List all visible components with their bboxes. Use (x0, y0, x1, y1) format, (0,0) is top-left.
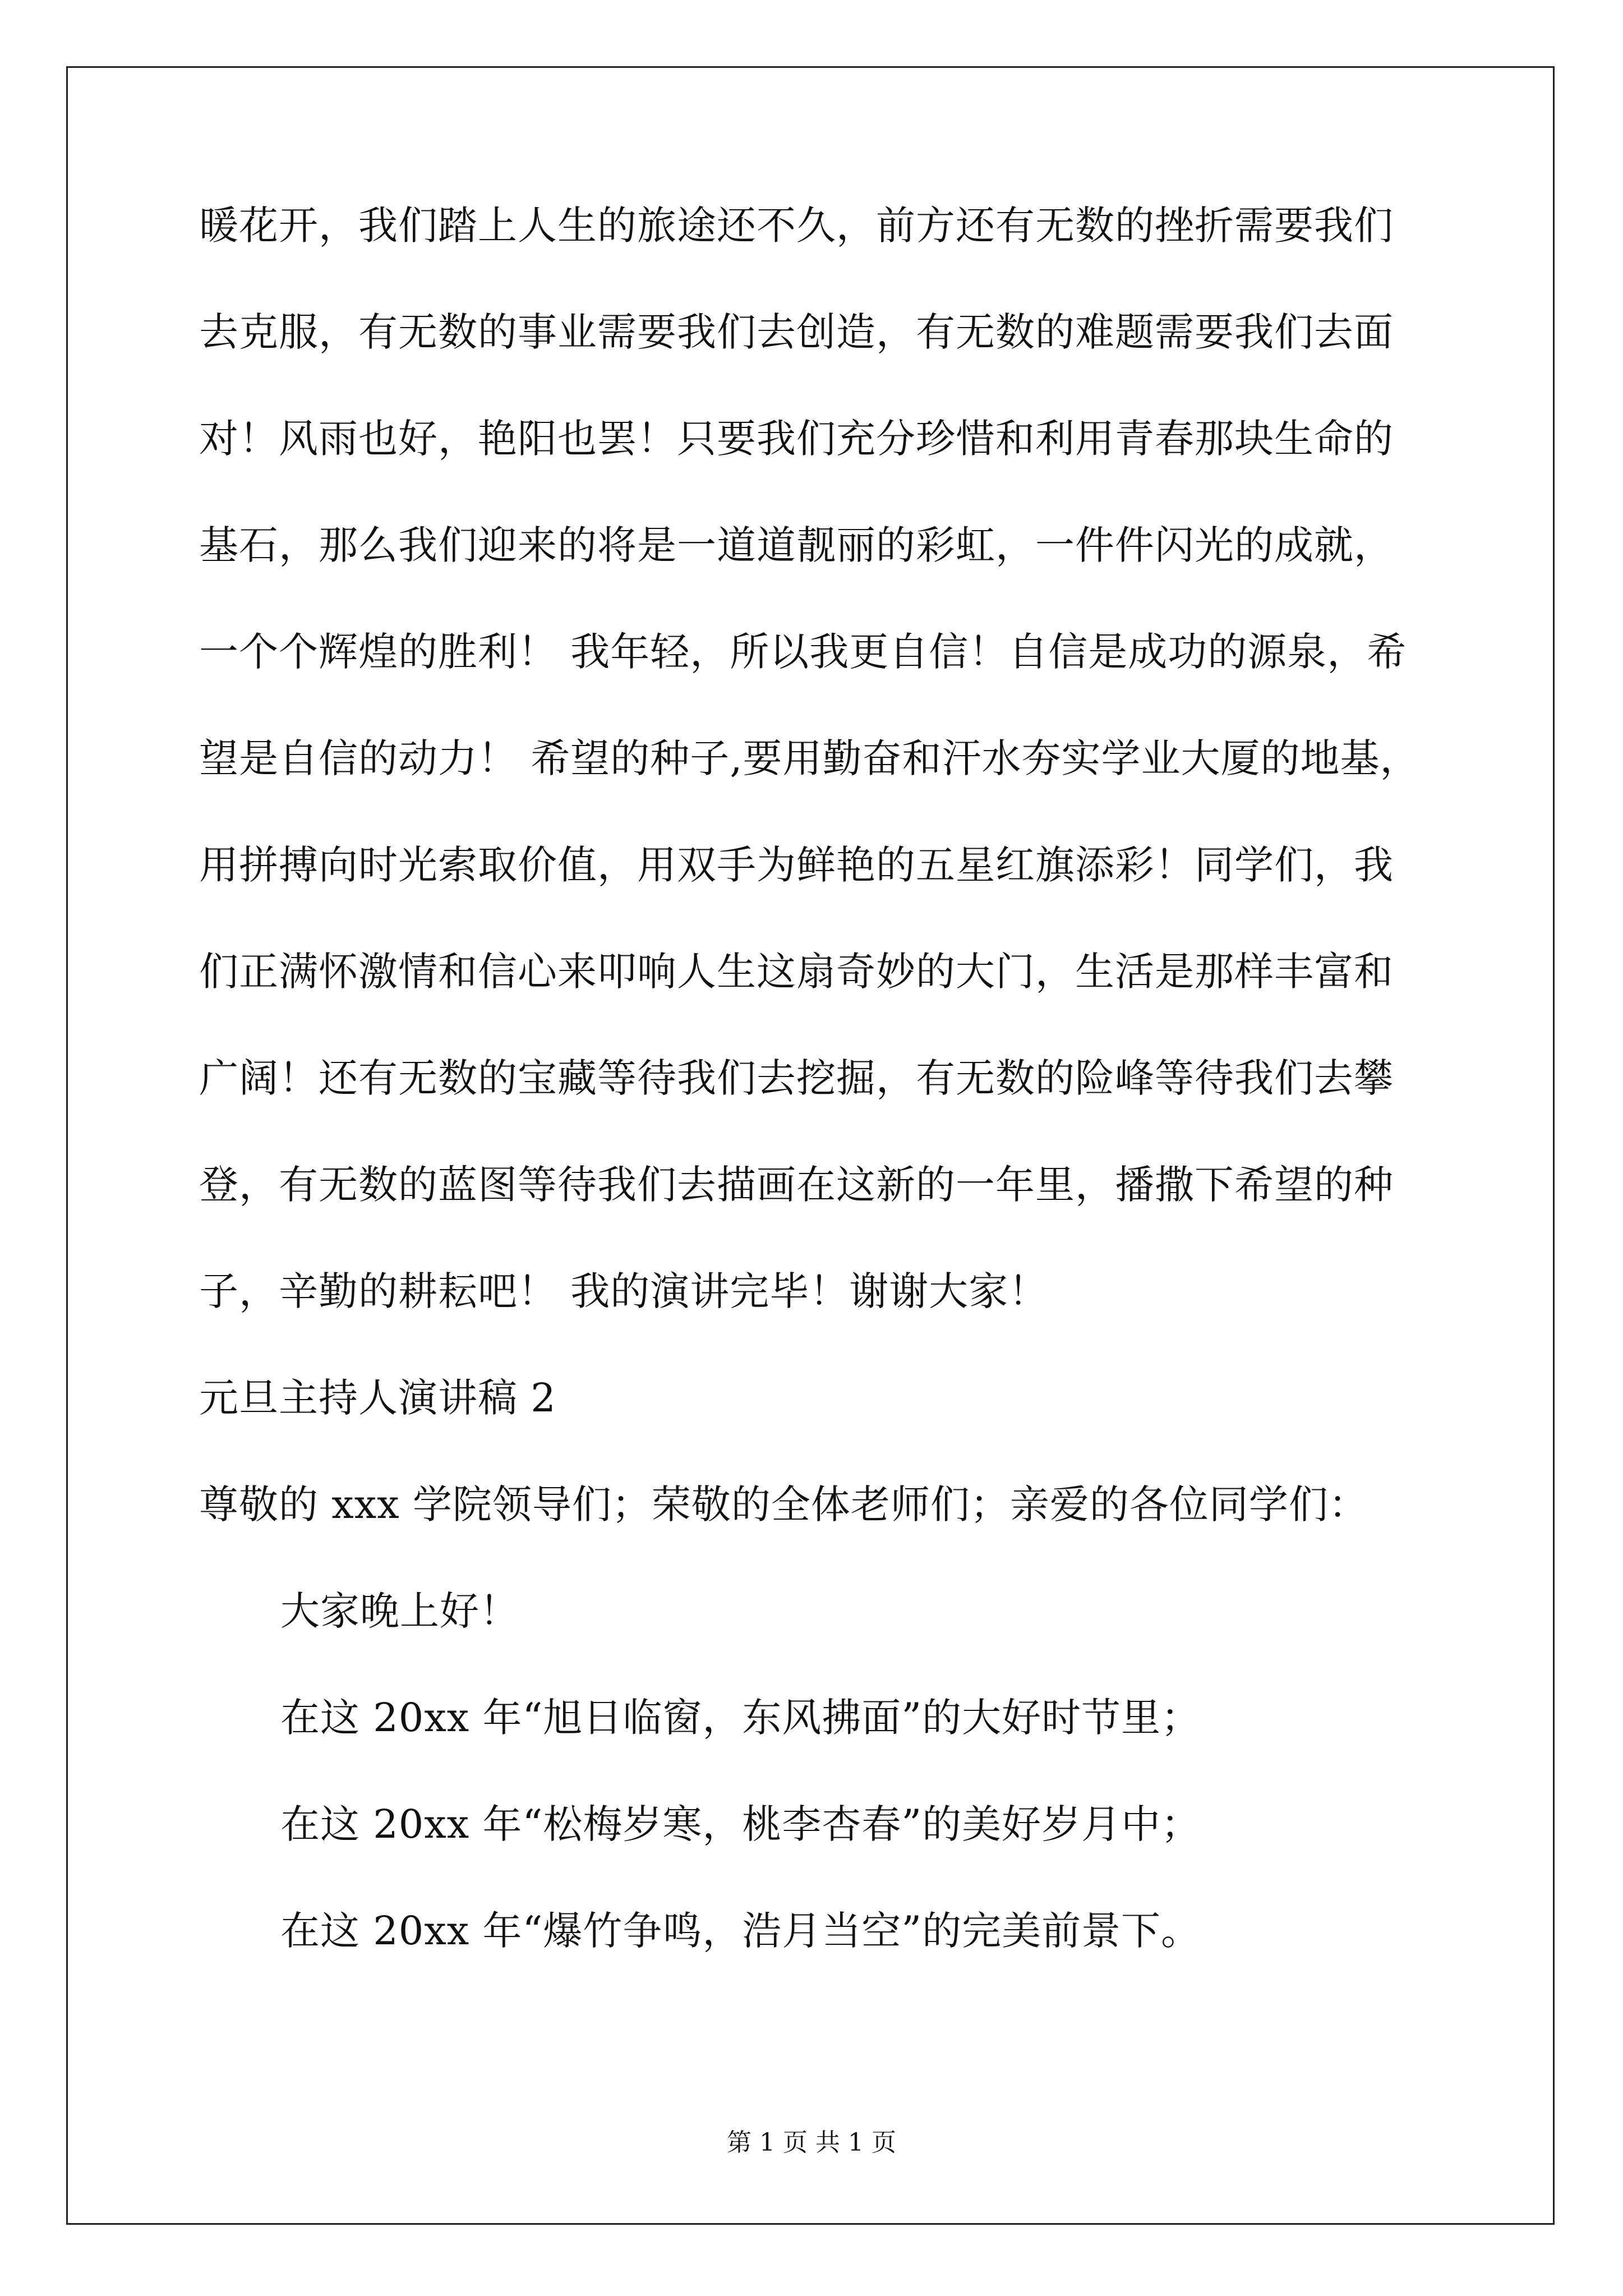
body-line: 用拼搏向时光索取价值，用双手为鲜艳的五星红旗添彩！同学们，我 (199, 842, 1394, 888)
body-line: 一个个辉煌的胜利！ 我年轻，所以我更自信！自信是成功的源泉，希 (199, 629, 1407, 675)
paragraph-2: 在这 20xx 年“松梅岁寒，桃李杏春”的美好岁月中； (280, 1801, 1201, 1847)
page-footer: 第 1 页 共 1 页 (727, 2128, 896, 2157)
body-line: 基石，那么我们迎来的将是一道道靓丽的彩虹，一件件闪光的成就， (199, 522, 1394, 568)
body-line: 广阔！还有无数的宝藏等待我们去挖掘，有无数的险峰等待我们去攀 (199, 1055, 1394, 1101)
document-body (199, 199, 1433, 2011)
body-line: 子，辛勤的耕耘吧！ 我的演讲完毕！谢谢大家！ (199, 1268, 1049, 1314)
body-line: 对！风雨也好，艳阳也罢！只要我们充分珍惜和利用青春那块生命的 (199, 416, 1394, 462)
body-line: 登，有无数的蓝图等待我们去描画在这新的一年里，播撒下希望的种 (199, 1162, 1394, 1208)
paragraph-1: 在这 20xx 年“旭日临窗，东风拂面”的大好时节里； (280, 1695, 1201, 1741)
body-line: 望是自信的动力！ 希望的种子,要用勤奋和汗水夯实学业大厦的地基， (199, 735, 1420, 781)
salutation: 尊敬的 xxx 学院领导们；荣敬的全体老师们；亲爱的各位同学们： (199, 1481, 1368, 1527)
section-title: 元旦主持人演讲稿 2 (199, 1375, 556, 1421)
paragraph-3: 在这 20xx 年“爆竹争鸣，浩月当空”的完美前景下。 (280, 1908, 1201, 1954)
body-line: 暖花开，我们踏上人生的旅途还不久，前方还有无数的挫折需要我们 (199, 203, 1394, 249)
body-line: 去克服，有无数的事业需要我们去创造，有无数的难题需要我们去面 (199, 309, 1394, 355)
greeting: 大家晚上好！ (280, 1588, 519, 1634)
body-line: 们正满怀激情和信心来叩响人生这扇奇妙的大门，生活是那样丰富和 (199, 949, 1394, 995)
